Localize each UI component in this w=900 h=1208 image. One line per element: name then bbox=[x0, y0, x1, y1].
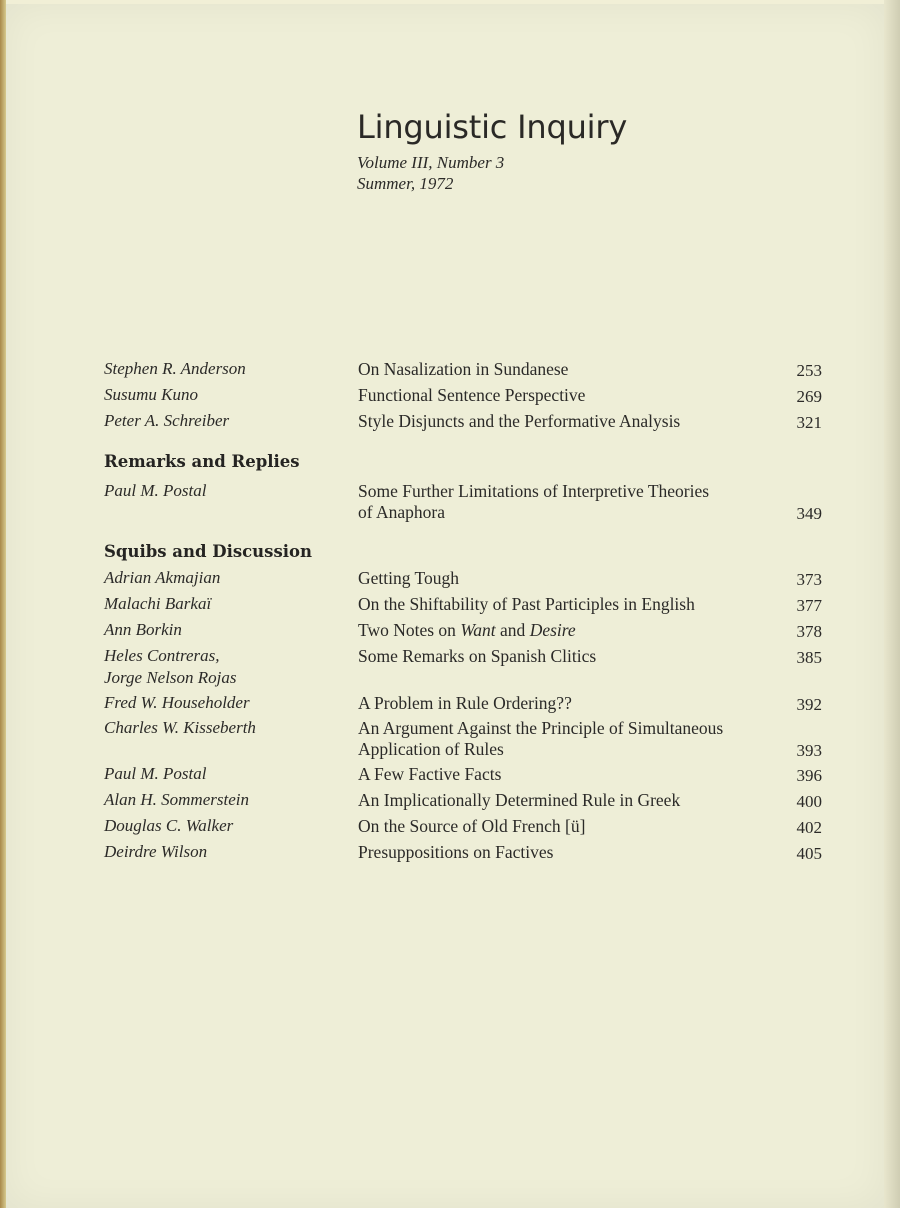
title-italic-part: Desire bbox=[529, 620, 576, 640]
entry-author: Paul M. Postal bbox=[104, 481, 207, 500]
entry-page: 377 bbox=[796, 596, 822, 615]
entry-title: Some Remarks on Spanish Clitics bbox=[358, 646, 597, 666]
section-heading-remarks: Remarks and Replies bbox=[104, 452, 300, 471]
entry-title-line: Some Further Limitations of Interpretive Theories bbox=[358, 481, 710, 501]
journal-title: Linguistic Inquiry bbox=[357, 108, 628, 146]
entry-author: Jorge Nelson Rojas bbox=[104, 668, 237, 687]
entry-title: Getting Tough bbox=[358, 568, 460, 588]
entry-title bbox=[358, 718, 788, 760]
entry-page: 385 bbox=[796, 648, 822, 667]
toc-entry bbox=[0, 594, 900, 616]
entry-author: Charles W. Kisseberth bbox=[104, 718, 256, 737]
date-line: Summer, 1972 bbox=[357, 174, 454, 193]
toc-entry bbox=[0, 481, 900, 525]
entry-author: Stephen R. Anderson bbox=[104, 359, 246, 378]
entry-page: 349 bbox=[796, 504, 822, 523]
entry-author: Adrian Akmajian bbox=[104, 568, 221, 587]
entry-page: 392 bbox=[796, 695, 822, 714]
toc-entry bbox=[0, 718, 900, 762]
toc-entry bbox=[0, 842, 900, 864]
toc-entry bbox=[0, 693, 900, 715]
entry-author: Paul M. Postal bbox=[104, 764, 207, 783]
journal-header bbox=[357, 108, 627, 194]
entry-title bbox=[358, 481, 788, 523]
section-heading-squibs: Squibs and Discussion bbox=[104, 542, 313, 561]
entry-title: A Problem in Rule Ordering?? bbox=[358, 693, 572, 713]
entry-title: A Few Factive Facts bbox=[358, 764, 502, 784]
entry-title: An Implicationally Determined Rule in Greek bbox=[358, 790, 681, 810]
title-part: and bbox=[495, 620, 530, 640]
title-italic-part: Want bbox=[460, 620, 496, 640]
entry-page: 321 bbox=[796, 413, 822, 432]
toc-entry bbox=[0, 816, 900, 838]
toc-entry bbox=[0, 646, 900, 690]
entry-title: On the Shiftability of Past Participles in English bbox=[358, 594, 695, 614]
entry-author: Alan H. Sommerstein bbox=[104, 790, 249, 809]
entry-author: Malachi Barkaï bbox=[104, 594, 212, 613]
entry-title: On Nasalization in Sundanese bbox=[358, 359, 569, 379]
toc-entry bbox=[0, 385, 900, 407]
entry-page: 405 bbox=[796, 844, 822, 863]
entry-title: On the Source of Old French [ü] bbox=[358, 816, 586, 836]
entry-author: Ann Borkin bbox=[104, 620, 182, 639]
entry-page: 373 bbox=[796, 570, 822, 589]
toc-entry bbox=[0, 764, 900, 786]
entry-author: Fred W. Householder bbox=[104, 693, 250, 712]
entry-title-line: Application of Rules bbox=[358, 739, 504, 759]
entry-page: 400 bbox=[796, 792, 822, 811]
entry-page: 269 bbox=[796, 387, 822, 406]
entry-page: 253 bbox=[796, 361, 822, 380]
entry-page: 393 bbox=[796, 741, 822, 760]
entry-page: 402 bbox=[796, 818, 822, 837]
entry-author: Susumu Kuno bbox=[104, 385, 198, 404]
entry-author: Douglas C. Walker bbox=[104, 816, 234, 835]
entry-author: Peter A. Schreiber bbox=[104, 411, 230, 430]
entry-title: Style Disjuncts and the Performative Analysis bbox=[358, 411, 681, 431]
toc-entry bbox=[0, 359, 900, 381]
entry-author: Heles Contreras, bbox=[104, 646, 220, 665]
entry-title bbox=[358, 620, 788, 641]
entry-page: 396 bbox=[796, 766, 822, 785]
entry-page: 378 bbox=[796, 622, 822, 641]
toc-entry bbox=[0, 790, 900, 812]
entry-title-line: of Anaphora bbox=[358, 502, 445, 522]
toc-entry bbox=[0, 620, 900, 642]
volume-line: Volume III, Number 3 bbox=[357, 153, 505, 172]
entry-title: Presuppositions on Factives bbox=[358, 842, 554, 862]
toc-entry bbox=[0, 568, 900, 590]
entry-title-line: An Argument Against the Principle of Simultaneous bbox=[358, 718, 724, 738]
title-part: Two Notes on bbox=[358, 620, 461, 640]
toc-entry bbox=[0, 411, 900, 433]
entry-title: Functional Sentence Perspective bbox=[358, 385, 586, 405]
entry-author: Deirdre Wilson bbox=[104, 842, 208, 861]
